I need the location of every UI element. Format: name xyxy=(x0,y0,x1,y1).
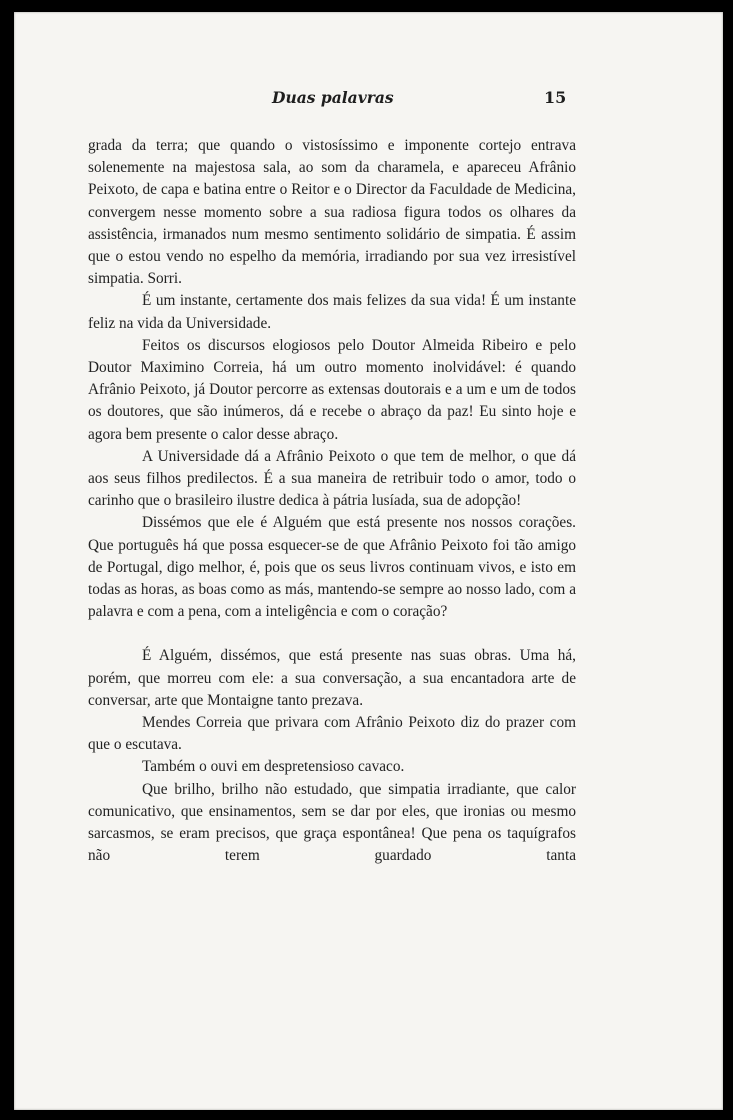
page-header xyxy=(14,88,723,112)
paragraph: Mendes Correia que privara com Afrânio Peixoto diz do prazer com que o escutava. xyxy=(88,714,576,754)
paragraph: Dissémos que ele é Alguém que está presente nos nossos corações. Que português há que possa esquecer-se de que Afrânio Peixoto foi tão amigo de Portugal, digo melhor, é, pois que os seus livros continuam vivos, e isto em todas as horas, as boas como as más, mantendo-se sempre ao nosso lado, com a palavra e com a pena, com a inteligência e com o coração? xyxy=(88,514,576,621)
paragraph: Feitos os discursos elogiosos pelo Doutor Almeida Ribeiro e pelo Doutor Maximino Correia, há um outro momento inolvidável: é quando Afrânio Peixoto, já Doutor percorre as extensas doutorais e a um e um de todos os doutores, que são inúmeros, dá e recebe o abraço da paz! Eu sinto hoje e agora bem presente o calor desse abraço. xyxy=(88,336,576,443)
running-title: Duas palavras xyxy=(272,88,394,107)
paragraph: A Universidade dá a Afrânio Peixoto o que tem de melhor, o que dá aos seus filhos predilectos. É a sua maneira de retribuir todo o amor, todo o carinho que o brasileiro ilustre dedica à pátria lusíada, sua de adopção! xyxy=(88,447,576,510)
page-number: 15 xyxy=(544,88,567,107)
paragraph: grada da terra; que quando o vistosíssimo e imponente cortejo entrava solenemente na majestosa sala, ao som da charamela, e apareceu Afrânio Peixoto, de capa e batina entre o Reitor e o Director da Faculdade de Medicina, convergem nesse momento sobre a sua radiosa figura todos os olhares da assistência, irmanados num mesmo sentimento solidário de simpatia. É assim que o estou vendo no espelho da memória, irradiando por sua vez irresistível simpatia. Sorri. xyxy=(88,137,576,288)
paragraph: É um instante, certamente dos mais felizes da sua vida! É um instante feliz na vida da Universidade. xyxy=(88,292,576,332)
paragraph: Também o ouvi em despretensioso cavaco. xyxy=(142,758,405,776)
book-page xyxy=(14,12,723,1110)
body-text xyxy=(88,135,576,868)
paragraph: Que brilho, brilho não estudado, que simpatia irradiante, que calor comunicativo, que ensinamentos, sem se dar por eles, que ironias ou mesmo sarcasmos, se eram precisos, que graça espontânea! Que pena os taquígrafos não terem guardado tanta xyxy=(88,780,576,865)
paragraph: É Alguém, dissémos, que está presente nas suas obras. Uma há, porém, que morreu com ele: a sua conversação, a sua encantadora arte de conversar, arte que Montaigne tanto prezava. xyxy=(88,647,576,709)
